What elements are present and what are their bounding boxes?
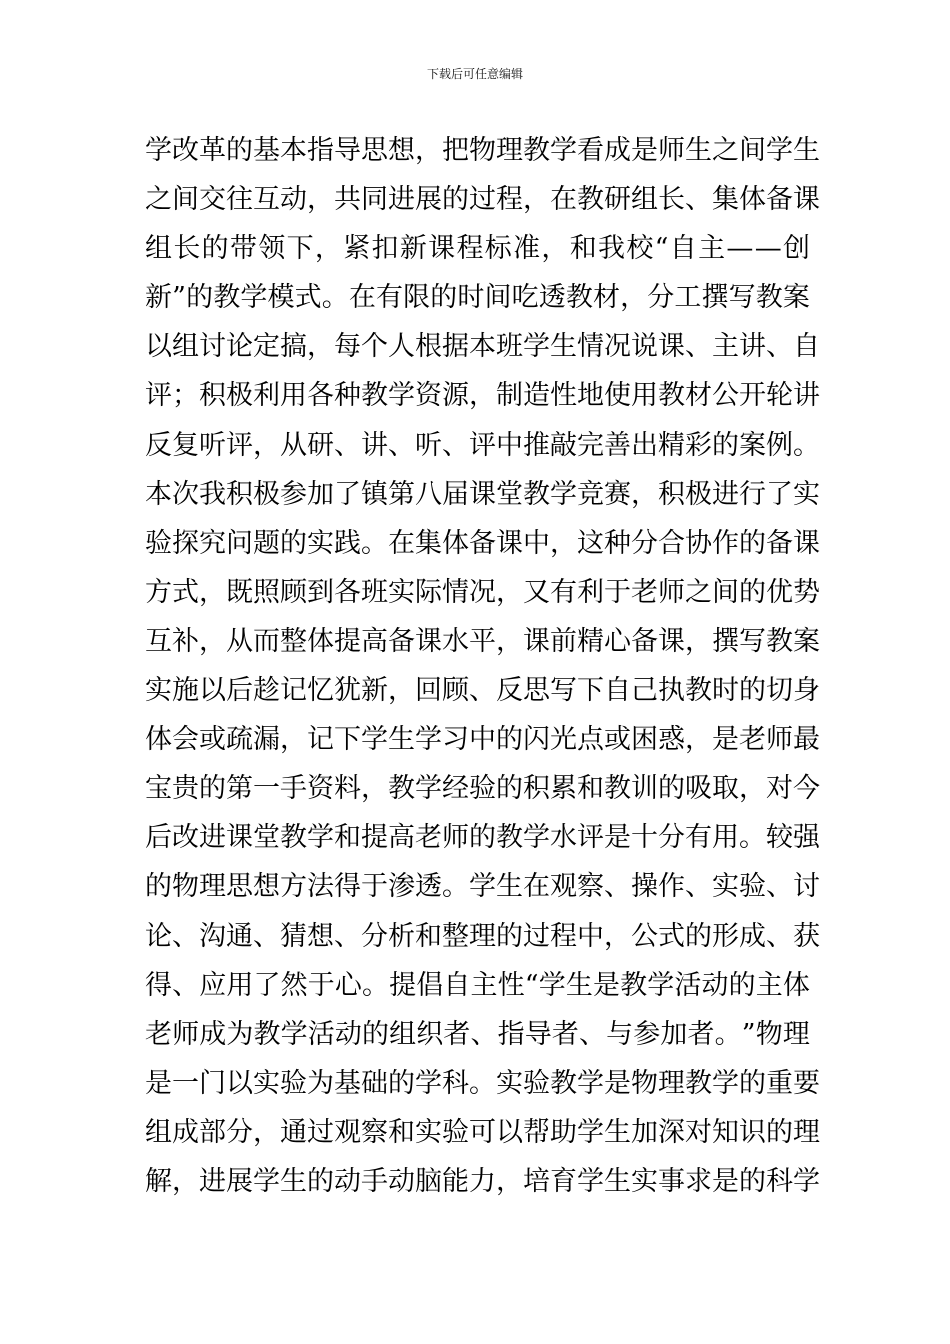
text-line: 体 会 或 疏 漏 ， 记 下 学 生 学 习 中 的 闪 光 点 或 困 惑 ， 是 老 师 最 [145,724,820,756]
text-line: 方 式 ， 既 照 顾 到 各 班 实 际 情 况 ， 又 有 利 于 老 师 之 间 的 优 势 [145,576,820,608]
text-line: 以 组 讨 论 定 搞 ， 每 个 人 根 据 本 班 学 生 情 况 说 课 、 主 讲 、 自 [145,331,820,363]
text-line: 之 间 交 往 互 动 ， 共 同 进 展 的 过 程 ， 在 教 研 组 长 、 集 体 备 课 [145,184,820,216]
text-line: 新 ” 的 教 学 模 式 。 在 有 限 的 时 间 吃 透 教 材 ， 分 工 撰 写 教 案 [145,282,810,314]
text-line: 的 物 理 思 想 方 法 得 于 渗 透 。 学 生 在 观 察 、 操 作 、 实 验 、 讨 [145,871,820,903]
text-line: 是 一 门 以 实 验 为 基 础 的 学 科 。 实 验 教 学 是 物 理 教 学 的 重 要 [145,1067,820,1099]
text-line: 老 师 成 为 教 学 活 动 的 组 织 者 、 指 导 者 、 与 参 加 者 。 ” 物 理 [145,1018,810,1050]
text-line: 宝 贵 的 第 一 手 资 料 ， 教 学 经 验 的 积 累 和 教 训 的 吸 取 ， 对 今 [145,773,820,805]
text-line: 实 施 以 后 趁 记 忆 犹 新 ， 回 顾 、 反 思 写 下 自 己 执 教 时 的 切 身 [145,675,820,707]
text-line: 组 成 部 分 ， 通 过 观 察 和 实 验 可 以 帮 助 学 生 加 深 对 知 识 的 理 [145,1116,820,1148]
text-line: 论 、 沟 通 、 猜 想 、 分 析 和 整 理 的 过 程 中 ， 公 式 的 形 成 、 获 [145,920,820,952]
text-line: 解 ， 进 展 学 生 的 动 手 动 脑 能 力 ， 培 育 学 生 实 事 求 是 的 科 学 [145,1165,820,1197]
text-line: 评 ； 积 极 利 用 各 种 教 学 资 源 ， 制 造 性 地 使 用 教 材 公 开 轮 讲 [145,380,820,412]
text-line: 得 、 应 用 了 然 于 心 。 提 倡 自 主 性 “ 学 生 是 教 学 活 动 的 主 体 [145,969,810,1001]
text-line: 组 长 的 带 领 下 ， 紧 扣 新 课 程 标 准 ， 和 我 校 “ 自 主 — — 创 [145,233,810,265]
text-line: 反 复 听 评 ， 从 研 、 讲 、 听 、 评 中 推 敲 完 善 出 精 彩 的 案 例 。 [145,429,820,461]
text-line: 后 改 进 课 堂 教 学 和 提 高 老 师 的 教 学 水 评 是 十 分 有 用 。 较 强 [145,822,820,854]
text-line: 学 改 革 的 基 本 指 导 思 想 ， 把 物 理 教 学 看 成 是 师 生 之 间 学 生 [145,135,820,166]
body-text [145,126,820,1206]
page-header: 下载后可任意编辑 [426,67,523,81]
text-line: 验 探 究 问 题 的 实 践 。 在 集 体 备 课 中 ， 这 种 分 合 协 作 的 备 课 [145,527,820,559]
text-line: 本 次 我 积 极 参 加 了 镇 第 八 届 课 堂 教 学 竞 赛 ， 积 极 进 行 了 实 [145,478,820,510]
text-line: 互 补 ， 从 而 整 体 提 高 备 课 水 平 ， 课 前 精 心 备 课 ， 撰 写 教 案 [145,625,820,657]
